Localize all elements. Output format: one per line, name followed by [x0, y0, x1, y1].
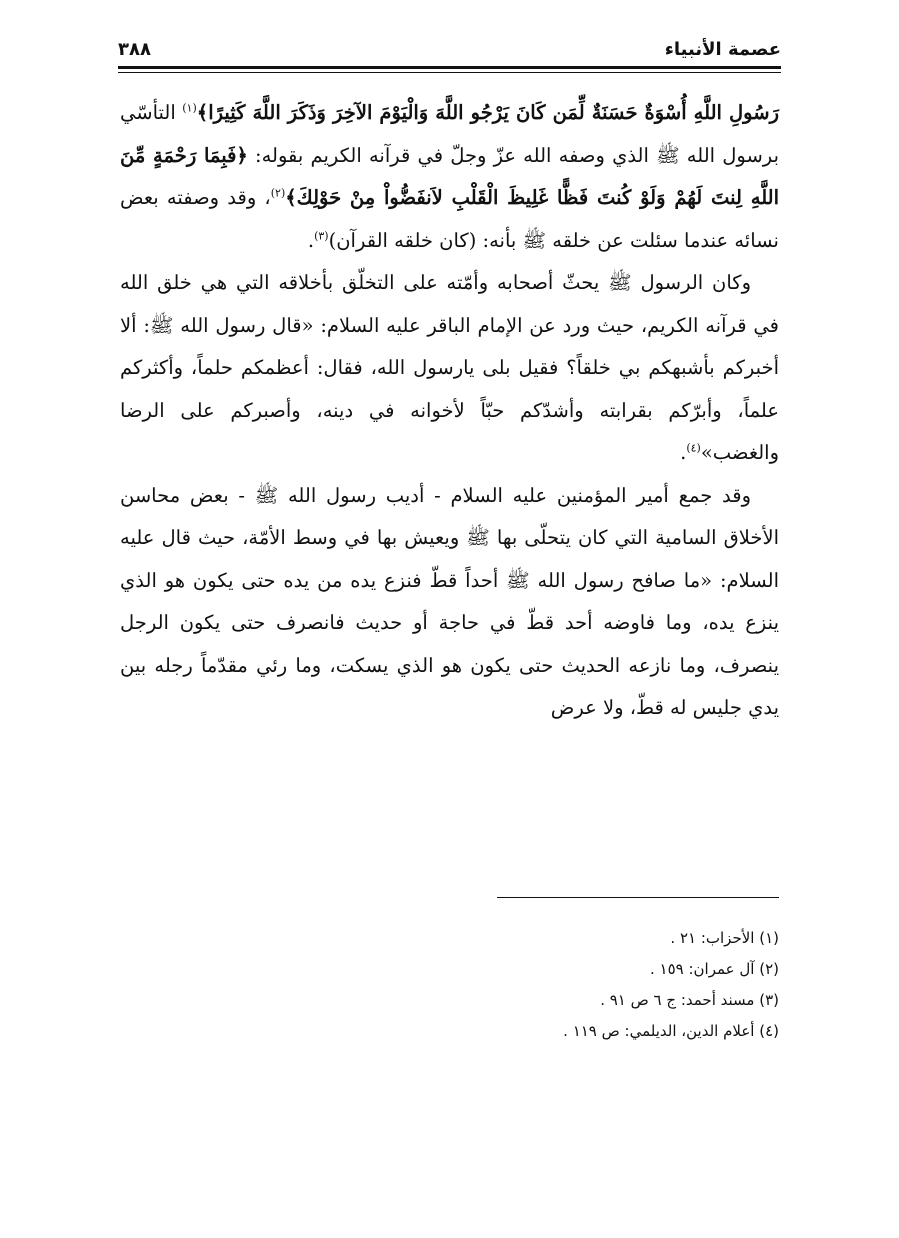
footnote-3: (٣) مسند أحمد: ج ٦ ص ٩١ .: [600, 991, 779, 1009]
paragraph-3-text: وقد جمع أمير المؤمنين عليه السلام - أديب رسول الله ﷺ - بعض محاسن الأخلاق السامية التي كان يتحلّى بها ﷺ ويعيش بها في وسط الأمّة، حيث قال عليه السلام: «ما صافح رسول الله ﷺ أحداً قطّ فنزع يده من يده حتى يكون هو الذي ينزع يده، وما فاوضه أحد قطّ في حاجة أو حديث فانصرف حتى يكون الرجل ينصرف، وما نازعه الحديث حتى يكون هو الذي يسكت، وما رئي مقدّماً رجله بين يدي جليس له قطّ، ولا عرض: [120, 483, 779, 719]
footnote-ref-1: (١): [182, 101, 197, 115]
paragraph-2-text: وكان الرسول ﷺ يحثّ أصحابه وأمّته على التخلّق بأخلاقه التي هي خلق الله في قرآنه الكريم، حيث ورد عن الإمام الباقر عليه السلام: «قال رسول الله ﷺ: ألا أخبركم بأشبهكم بي خلقاً؟ فقيل بلى يارسول الله، فقال: أعظمكم حلماً، وأكثركم علماً، وأبرّكم بقرابته وأشدّكم حبّاً لأخوانه في دينه، وأصبركم على الرضا والغضب»: [120, 271, 779, 464]
page-header: [118, 34, 781, 64]
book-title: عصمة الأنبياء: [664, 38, 781, 60]
footnote-4: (٤) أعلام الدين، الديلمي: ص ١١٩ .: [563, 1022, 779, 1040]
footnote-1: (١) الأحزاب: ٢١ .: [670, 929, 779, 947]
footnote-ref-2: (٢): [270, 186, 286, 200]
paragraph-3: [120, 475, 779, 730]
paragraph-1-text-a: التأسّي برسول الله ﷺ الذي وصفه الله عزّ وجلّ في قرآنه الكريم بقوله:: [120, 101, 779, 167]
footnote-ref-4: (٤): [686, 441, 701, 455]
header-rule-thick: [118, 66, 781, 69]
paragraph-1-text-b: ، وقد وصفته بعض نسائه عندما سئلت عن خلقه ﷺ بأنه: (كان خلقه القرآن): [120, 186, 779, 252]
paragraph-2-end: .: [680, 441, 687, 464]
quran-verse-2: ﴿فَبِمَا رَحْمَةٍ مِّنَ اللَّهِ لِنتَ لَهُمْ وَلَوْ كُنتَ فَظًّا غَلِيظَ الْقَلْبِ لاَنفَضُّواْ مِنْ حَوْلِكَ﴾: [120, 143, 780, 209]
paragraph-1-end: .: [307, 228, 315, 252]
footnotes: [300, 923, 779, 1047]
footnote-separator: [497, 897, 779, 898]
paragraph-1: [120, 92, 779, 262]
page-number: ٣٨٨: [118, 38, 151, 60]
quran-verse-1: رَسُولِ اللَّهِ أُسْوَةٌ حَسَنَةٌ لِّمَن كَانَ يَرْجُو اللَّهَ وَالْيَوْمَ الآخِرَ وَذَكَرَ اللَّهَ كَثِيرًا﴾: [196, 101, 779, 124]
paragraph-2: [120, 262, 779, 475]
body-text: [120, 92, 779, 730]
header-rule-thin: [118, 72, 781, 73]
footnote-2: (٢) آل عمران: ١٥٩ .: [650, 960, 779, 978]
footnote-ref-3: (٣): [314, 229, 329, 242]
